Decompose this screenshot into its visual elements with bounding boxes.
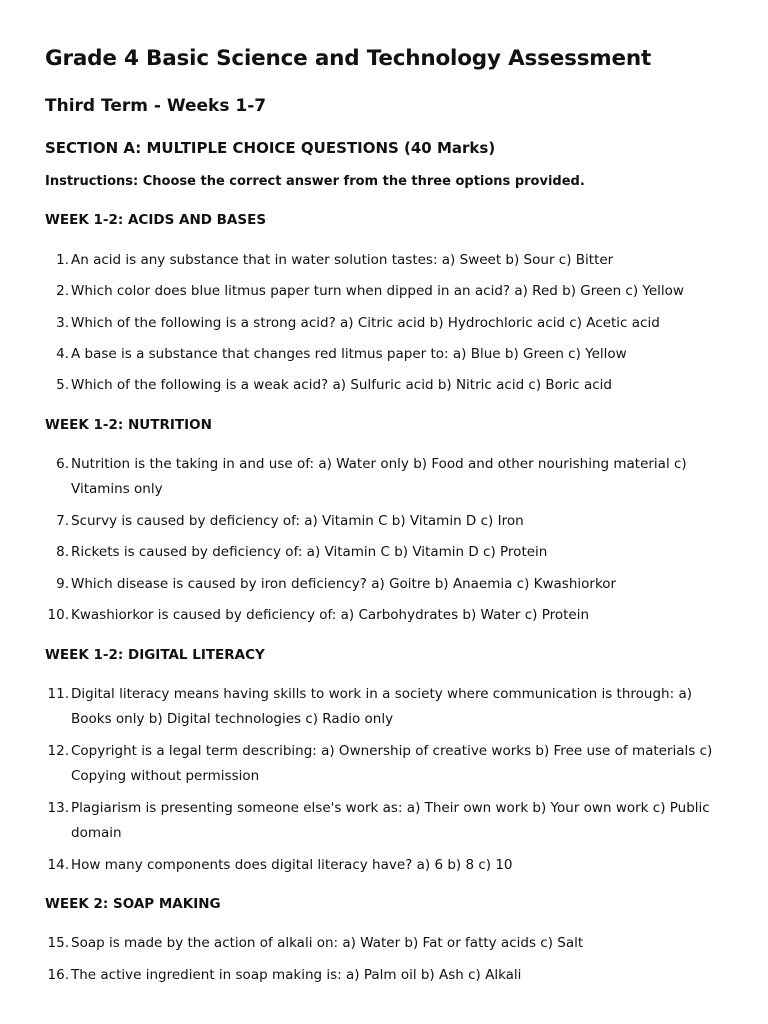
question-item [45,931,735,956]
question-item [45,452,735,502]
question-item [45,509,735,534]
question-text: An acid is any substance that in water solution tastes: a) Sweet b) Sour c) Bitter [71,252,614,268]
question-number: 7. [56,513,69,529]
question-number: 1. [56,252,69,268]
question-number: 11. [47,686,69,702]
question-item [45,572,735,597]
question-item [45,311,735,336]
question-text: A base is a substance that changes red litmus paper to: a) Blue b) Green c) Yellow [71,346,627,362]
question-number: 4. [56,346,69,362]
question-text: Digital literacy means having skills to work in a society where communication is through: a) Books only b) Digital technologies c) Radio only [71,686,692,727]
week-heading-nutrition: WEEK 1-2: NUTRITION [45,417,212,433]
question-number: 6. [56,456,69,472]
question-text: How many components does digital literacy have? a) 6 b) 8 c) 10 [71,857,513,873]
question-text: Which of the following is a strong acid? a) Citric acid b) Hydrochloric acid c) Acetic acid [71,315,660,331]
question-number: 16. [47,967,69,983]
question-item [45,796,735,846]
week-heading-acids-bases: WEEK 1-2: ACIDS AND BASES [45,212,267,228]
question-item [45,373,735,398]
question-item [45,682,735,732]
question-text: Copyright is a legal term describing: a) Ownership of creative works b) Free use of materials c) Copying without permission [71,743,713,784]
question-text: Which color does blue litmus paper turn when dipped in an acid? a) Red b) Green c) Yellow [71,283,684,299]
question-item [45,540,735,565]
question-text: The active ingredient in soap making is: a) Palm oil b) Ash c) Alkali [71,967,522,983]
instructions-text: Instructions: Choose the correct answer from the three options provided. [45,174,585,189]
question-number: 14. [47,857,69,873]
question-number: 2. [56,283,69,299]
question-text: Soap is made by the action of alkali on: a) Water b) Fat or fatty acids c) Salt [71,935,584,951]
question-item [45,739,735,789]
question-item [45,342,735,367]
question-number: 3. [56,315,69,331]
question-number: 5. [56,377,69,393]
question-text: Kwashiorkor is caused by deficiency of: a) Carbohydrates b) Water c) Protein [71,607,590,623]
question-item [45,279,735,304]
page-subtitle: Third Term - Weeks 1-7 [45,96,267,116]
question-number: 15. [47,935,69,951]
section-heading: SECTION A: MULTIPLE CHOICE QUESTIONS (40 Marks) [45,139,496,157]
question-number: 12. [47,743,69,759]
question-item [45,248,735,273]
question-text: Rickets is caused by deficiency of: a) Vitamin C b) Vitamin D c) Protein [71,544,548,560]
question-text: Plagiarism is presenting someone else's work as: a) Their own work b) Your own work c) Public domain [71,800,710,841]
week-heading-digital-literacy: WEEK 1-2: DIGITAL LITERACY [45,647,265,663]
question-item [45,603,735,628]
question-item [45,963,735,988]
week-heading-soap-making: WEEK 2: SOAP MAKING [45,896,221,912]
question-number: 8. [56,544,69,560]
page-title: Grade 4 Basic Science and Technology Assessment [45,46,652,71]
question-number: 13. [47,800,69,816]
question-text: Scurvy is caused by deficiency of: a) Vitamin C b) Vitamin D c) Iron [71,513,524,529]
question-text: Nutrition is the taking in and use of: a) Water only b) Food and other nourishing material c) Vitamins only [71,456,687,497]
question-number: 9. [56,576,69,592]
question-number: 10. [47,607,69,623]
question-item [45,853,735,878]
question-text: Which disease is caused by iron deficiency? a) Goitre b) Anaemia c) Kwashiorkor [71,576,617,592]
question-text: Which of the following is a weak acid? a) Sulfuric acid b) Nitric acid c) Boric acid [71,377,612,393]
